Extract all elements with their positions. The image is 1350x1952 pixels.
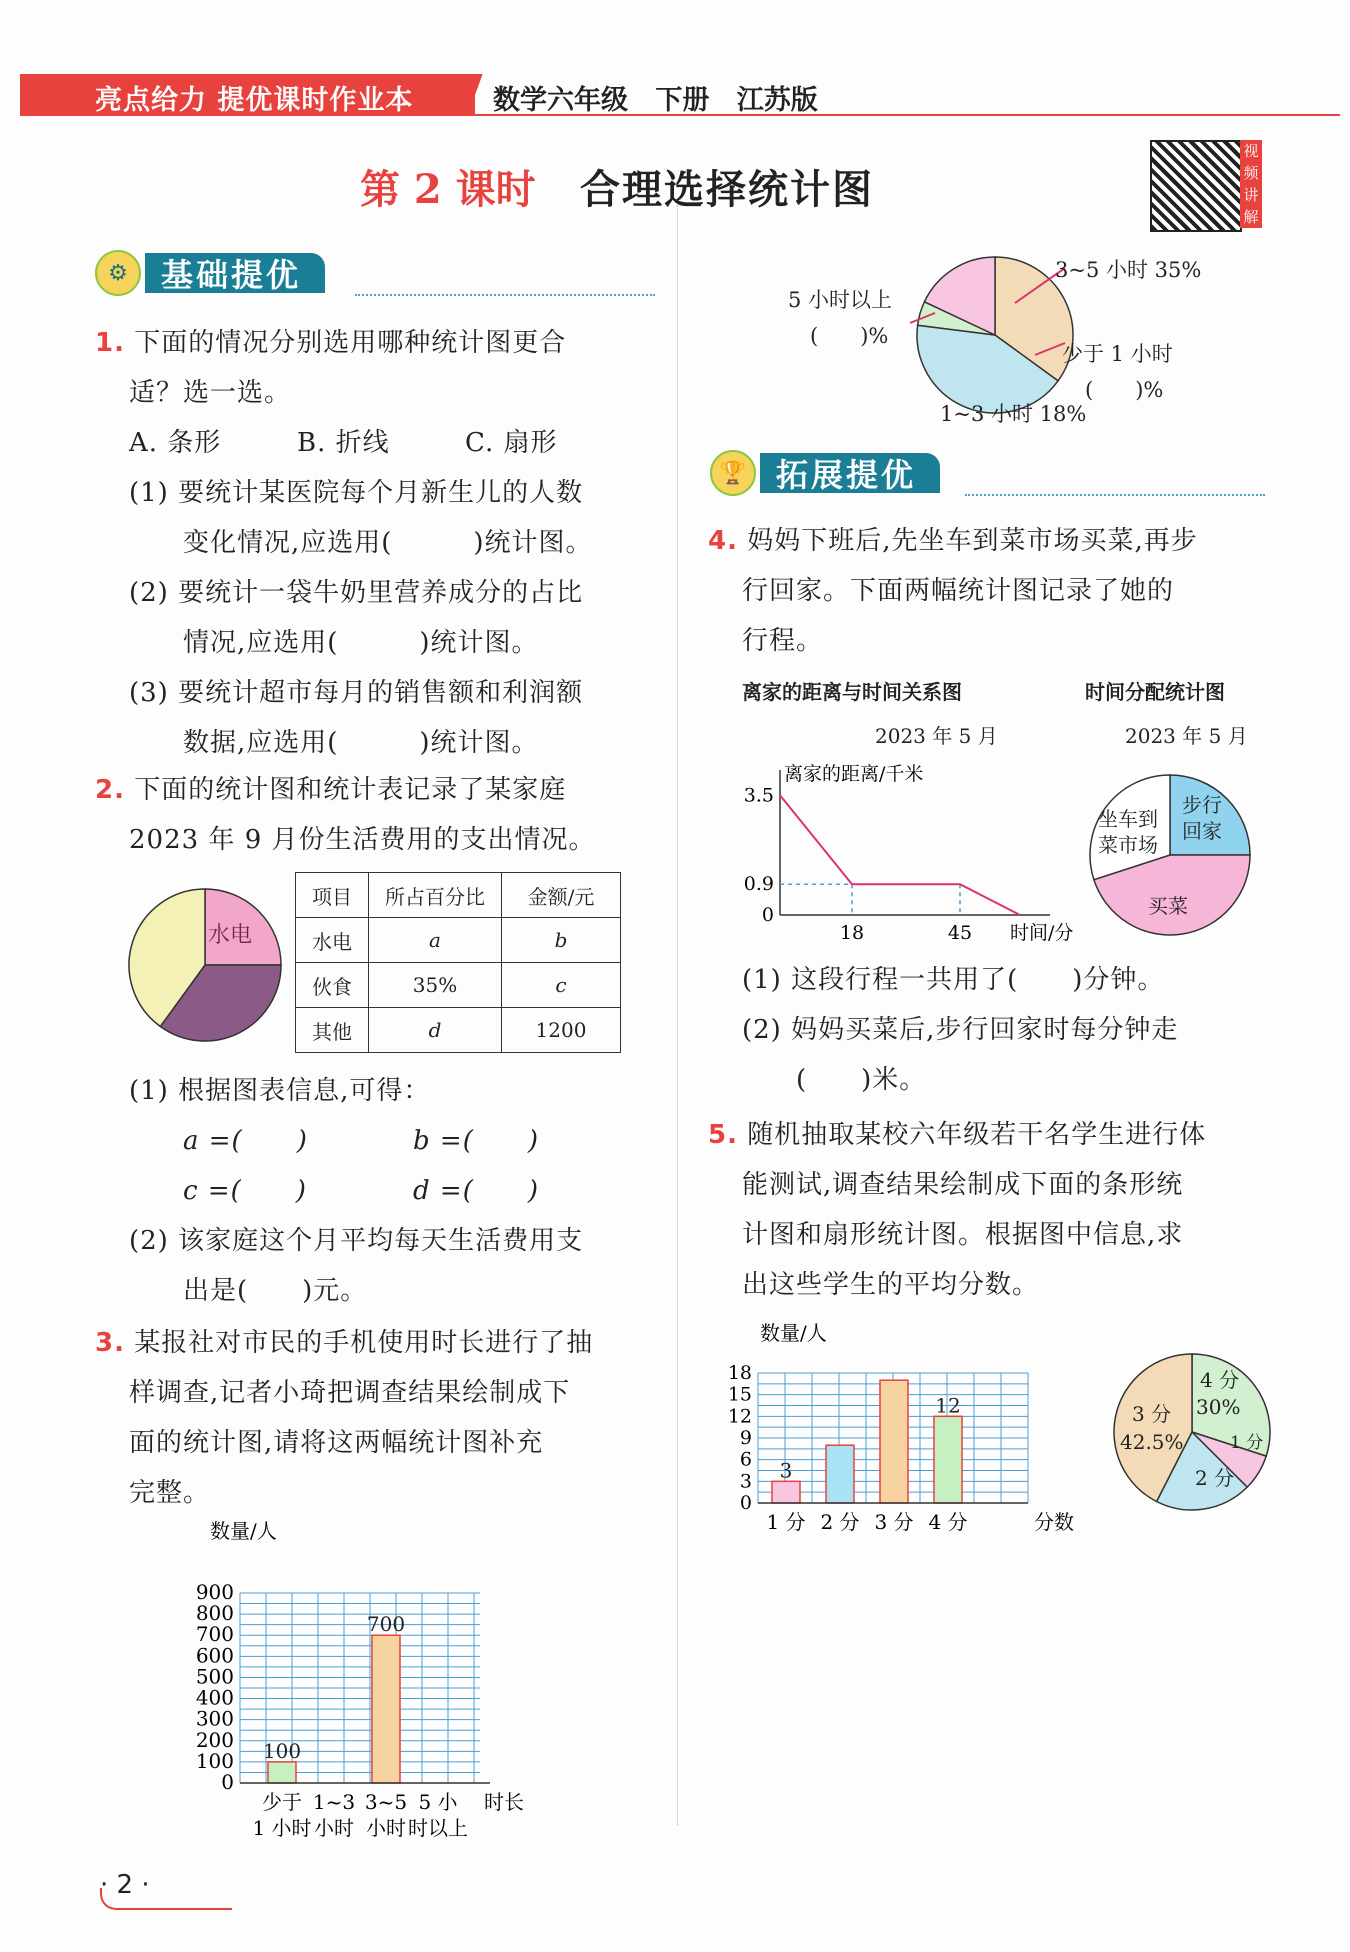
q4-line-title: 离家的距离与时间关系图 bbox=[742, 680, 962, 704]
section-basic-label: 基础提优 bbox=[145, 253, 325, 293]
table-row bbox=[296, 918, 621, 963]
q1-stem-2: 适？选一选。 bbox=[129, 378, 292, 408]
table-header-row bbox=[296, 873, 621, 918]
trophy-icon: 🏆 bbox=[710, 450, 756, 496]
table-cell: b bbox=[502, 918, 621, 963]
y-tick-label: 6 bbox=[739, 1448, 752, 1471]
y-tick-label: 800 bbox=[195, 1601, 234, 1626]
bar bbox=[772, 1481, 800, 1503]
q4-line-chart bbox=[735, 763, 1074, 950]
q5-bar-chart bbox=[720, 1318, 1105, 1543]
q4-sub1: (1) 这段行程一共用了( )分钟。 bbox=[742, 965, 1165, 995]
q2-blank-d: d =( ) bbox=[413, 1176, 539, 1206]
table-row bbox=[296, 963, 621, 1008]
x-tick-label: 4 分 bbox=[928, 1510, 968, 1534]
q1-item-2-a: (2) 要统计一袋牛奶里营养成分的占比 bbox=[129, 578, 584, 608]
q4-sub2-b: ( )米。 bbox=[796, 1065, 927, 1095]
q1-item-1-b: 变化情况,应选用( )统计图。 bbox=[183, 528, 593, 558]
q2-subquestions bbox=[95, 1066, 665, 1316]
q3-pie-label-b: 5 小时以上 bbox=[788, 288, 893, 312]
q4-stem-1: 妈妈下班后,先坐车到菜市场买菜,再步 bbox=[747, 526, 1198, 556]
x-tick-label: 18 bbox=[839, 922, 865, 944]
q5-stem-1: 随机抽取某校六年级若干名学生进行体 bbox=[747, 1120, 1207, 1150]
table-cell: 1200 bbox=[502, 1008, 621, 1053]
q1-item-1-a: (1) 要统计某医院每个月新生儿的人数 bbox=[129, 478, 584, 508]
q1-item-3-a: (3) 要统计超市每月的销售额和利润额 bbox=[129, 678, 584, 708]
q2-sub2-b: 出是( )元。 bbox=[183, 1276, 368, 1306]
q4-pie-label-car-1: 坐车到 bbox=[1098, 807, 1158, 831]
table-cell: c bbox=[502, 963, 621, 1008]
table-header: 项目 bbox=[296, 873, 369, 918]
q5-stem-4: 出这些学生的平均分数。 bbox=[742, 1270, 1040, 1300]
x-tick-label: 2 分 bbox=[820, 1510, 860, 1534]
q5-stem-3: 计图和扇形统计图。根据图中信息,求 bbox=[742, 1220, 1184, 1250]
q5-pie-pct-3: 42.5% bbox=[1120, 1430, 1184, 1454]
table-cell: 35% bbox=[369, 963, 502, 1008]
page-number: · 2 · bbox=[100, 1870, 150, 1900]
x-tick-label: 3~5 bbox=[364, 1790, 408, 1814]
q1-option-b: B. 折线 bbox=[297, 428, 390, 458]
q3-bar-chart bbox=[190, 1518, 590, 1848]
table-cell: 水电 bbox=[296, 918, 369, 963]
y-tick-label: 300 bbox=[195, 1706, 234, 1731]
y-tick-label: 3 bbox=[739, 1470, 752, 1493]
y-tick-label: 200 bbox=[195, 1727, 234, 1752]
x-axis-label: 分数 bbox=[1034, 1510, 1074, 1534]
q1-option-a: A. 条形 bbox=[129, 428, 222, 458]
y-tick-label: 700 bbox=[195, 1622, 234, 1647]
y-tick-label: 15 bbox=[727, 1383, 752, 1406]
table-cell: 伙食 bbox=[296, 963, 369, 1008]
q3-stem-4: 完整。 bbox=[129, 1478, 211, 1508]
section-extend-banner bbox=[710, 452, 940, 494]
q4-subquestions bbox=[708, 955, 1278, 1105]
q4-pie-label-walk-2: 回家 bbox=[1182, 819, 1222, 843]
x-tick-label: 45 bbox=[947, 922, 973, 944]
y-tick-label: 18 bbox=[727, 1362, 752, 1384]
table-row bbox=[296, 1008, 621, 1053]
question-1 bbox=[95, 318, 665, 768]
q2-pie-label: 水电 bbox=[208, 923, 253, 948]
x-axis-label: 时长 bbox=[484, 1790, 524, 1814]
question-number: 2. bbox=[95, 775, 125, 805]
q3-pie-blank-c: ( )% bbox=[1085, 378, 1164, 402]
q5-pie-pct-4: 30% bbox=[1196, 1395, 1241, 1419]
question-number: 4. bbox=[708, 526, 738, 556]
question-3 bbox=[95, 1318, 665, 1518]
q2-pie-chart bbox=[125, 885, 285, 1045]
q2-stem-2: 2023 年 9 月份生活费用的支出情况。 bbox=[129, 825, 596, 855]
data-label: 700 bbox=[366, 1612, 406, 1637]
y-tick-label: 600 bbox=[195, 1643, 234, 1668]
q2-sub2-a: (2) 该家庭这个月平均每天生活费用支 bbox=[129, 1226, 584, 1256]
data-label: 100 bbox=[262, 1738, 302, 1763]
qr-code-icon[interactable] bbox=[1150, 140, 1242, 232]
data-line bbox=[780, 795, 1020, 915]
data-label: 3 bbox=[779, 1458, 793, 1483]
x-tick-label: 时以上 bbox=[408, 1816, 468, 1840]
y-tick-label: 3.5 bbox=[743, 784, 774, 807]
column-divider bbox=[677, 205, 678, 1825]
question-number: 3. bbox=[95, 1328, 125, 1358]
q4-pie-label-buy: 买菜 bbox=[1148, 894, 1188, 918]
bar bbox=[372, 1635, 400, 1783]
series-brand: 亮点给力 提优课时作业本 bbox=[95, 85, 414, 116]
x-tick-label: 3 分 bbox=[874, 1510, 914, 1534]
q5-stem-2: 能测试,调查结果绘制成下面的条形统 bbox=[742, 1170, 1184, 1200]
q4-stem-2: 行回家。下面两幅统计图记录了她的 bbox=[742, 576, 1175, 606]
x-tick-label: 少于 bbox=[262, 1790, 302, 1814]
y-tick-label: 12 bbox=[727, 1405, 752, 1428]
lesson-number: 第 2 课时 bbox=[360, 166, 536, 213]
q4-pie-title: 时间分配统计图 bbox=[1085, 680, 1225, 704]
section-basic-banner bbox=[95, 252, 325, 294]
q4-stem-3: 行程。 bbox=[742, 626, 824, 656]
question-2 bbox=[95, 765, 665, 865]
x-tick-label: 1~3 bbox=[312, 1790, 356, 1814]
y-axis-label: 数量/人 bbox=[760, 1321, 827, 1345]
q5-pie-label-2: 2 分 bbox=[1195, 1466, 1235, 1490]
section-divider bbox=[965, 494, 1265, 496]
q3-pie-label-a: 3~5 小时 35% bbox=[1055, 258, 1202, 282]
section-extend-label: 拓展提优 bbox=[760, 453, 940, 493]
q4-pie-date: 2023 年 5 月 bbox=[1125, 724, 1248, 748]
bar bbox=[826, 1445, 854, 1503]
y-axis-label: 离家的距离/千米 bbox=[784, 763, 924, 785]
q1-item-3-b: 数据,应选用( )统计图。 bbox=[183, 728, 539, 758]
q1-option-c: C. 扇形 bbox=[465, 428, 558, 458]
q4-pie-label-car-2: 菜市场 bbox=[1098, 833, 1158, 857]
q5-pie-label-4: 4 分 bbox=[1200, 1368, 1240, 1392]
gear-leaf-icon: ⚙ bbox=[95, 250, 141, 296]
table-header: 所占百分比 bbox=[369, 873, 502, 918]
q2-table bbox=[295, 872, 621, 1053]
question-4 bbox=[708, 516, 1278, 666]
bar bbox=[934, 1416, 962, 1503]
q4-pie-label-walk-1: 步行 bbox=[1182, 793, 1222, 817]
q5-pie-label-1: 1 分 bbox=[1230, 1433, 1264, 1453]
x-axis-label: 时间/分 bbox=[1010, 922, 1074, 944]
q2-blank-b: b =( ) bbox=[413, 1126, 539, 1156]
y-tick-label: 900 bbox=[195, 1580, 234, 1604]
q3-stem-3: 面的统计图,请将这两幅统计图补充 bbox=[129, 1428, 544, 1458]
y-tick-label: 0 bbox=[739, 1492, 752, 1514]
q4-pie-label-car bbox=[1098, 806, 1158, 858]
q1-stem-1: 下面的情况分别选用哪种统计图更合 bbox=[134, 328, 567, 358]
q3-stem-1: 某报社对市民的手机使用时长进行了抽 bbox=[134, 1328, 594, 1358]
table-cell: 其他 bbox=[296, 1008, 369, 1053]
x-tick-label: 小时 bbox=[366, 1816, 406, 1840]
y-axis-label: 数量/人 bbox=[210, 1519, 277, 1543]
q3-pie-blank-b: ( )% bbox=[810, 324, 889, 348]
q4-line-date: 2023 年 5 月 bbox=[875, 724, 998, 748]
x-tick-label: 5 小 bbox=[418, 1790, 458, 1814]
y-tick-label: 100 bbox=[195, 1748, 234, 1773]
q3-pie-label-c: 少于 1 小时 bbox=[1062, 342, 1173, 366]
q1-item-2-b: 情况,应选用( )统计图。 bbox=[183, 628, 539, 658]
book-info: 数学六年级 下册 江苏版 bbox=[493, 85, 818, 116]
question-number: 5. bbox=[708, 1120, 738, 1150]
table-cell: d bbox=[369, 1008, 502, 1053]
section-divider bbox=[355, 294, 655, 296]
x-tick-label: 小时 bbox=[314, 1816, 354, 1840]
y-tick-label: 0.9 bbox=[743, 873, 774, 896]
q5-pie-label-3: 3 分 bbox=[1132, 1402, 1172, 1426]
q4-sub2-a: (2) 妈妈买菜后,步行回家时每分钟走 bbox=[742, 1015, 1179, 1045]
q2-blank-c: c =( ) bbox=[183, 1176, 307, 1206]
q2-blank-a: a =( ) bbox=[183, 1126, 308, 1156]
lesson-title: 合理选择统计图 bbox=[580, 166, 874, 213]
data-label: 12 bbox=[935, 1393, 961, 1418]
bar bbox=[268, 1762, 296, 1783]
q2-sub1: (1) 根据图表信息,可得： bbox=[129, 1076, 431, 1106]
qr-label: 视频讲解 bbox=[1240, 140, 1262, 228]
y-tick-label: 500 bbox=[195, 1664, 234, 1689]
q3-stem-2: 样调查,记者小琦把调查结果绘制成下 bbox=[129, 1378, 571, 1408]
question-5 bbox=[708, 1110, 1278, 1310]
y-tick-label: 0 bbox=[221, 1770, 234, 1794]
y-tick-label: 9 bbox=[739, 1427, 752, 1449]
x-tick-label: 1 小时 bbox=[252, 1816, 312, 1840]
q2-stem-1: 下面的统计图和统计表记录了某家庭 bbox=[134, 775, 567, 805]
q4-pie-label-walk bbox=[1182, 792, 1222, 844]
y-tick-label: 400 bbox=[195, 1685, 234, 1710]
question-number: 1. bbox=[95, 328, 125, 358]
table-cell: a bbox=[369, 918, 502, 963]
y-tick-label: 0 bbox=[761, 904, 774, 926]
bar bbox=[880, 1380, 908, 1503]
table-header: 金额/元 bbox=[502, 873, 621, 918]
q3-pie-label-d: 1~3 小时 18% bbox=[940, 402, 1087, 426]
x-tick-label: 1 分 bbox=[766, 1510, 806, 1534]
